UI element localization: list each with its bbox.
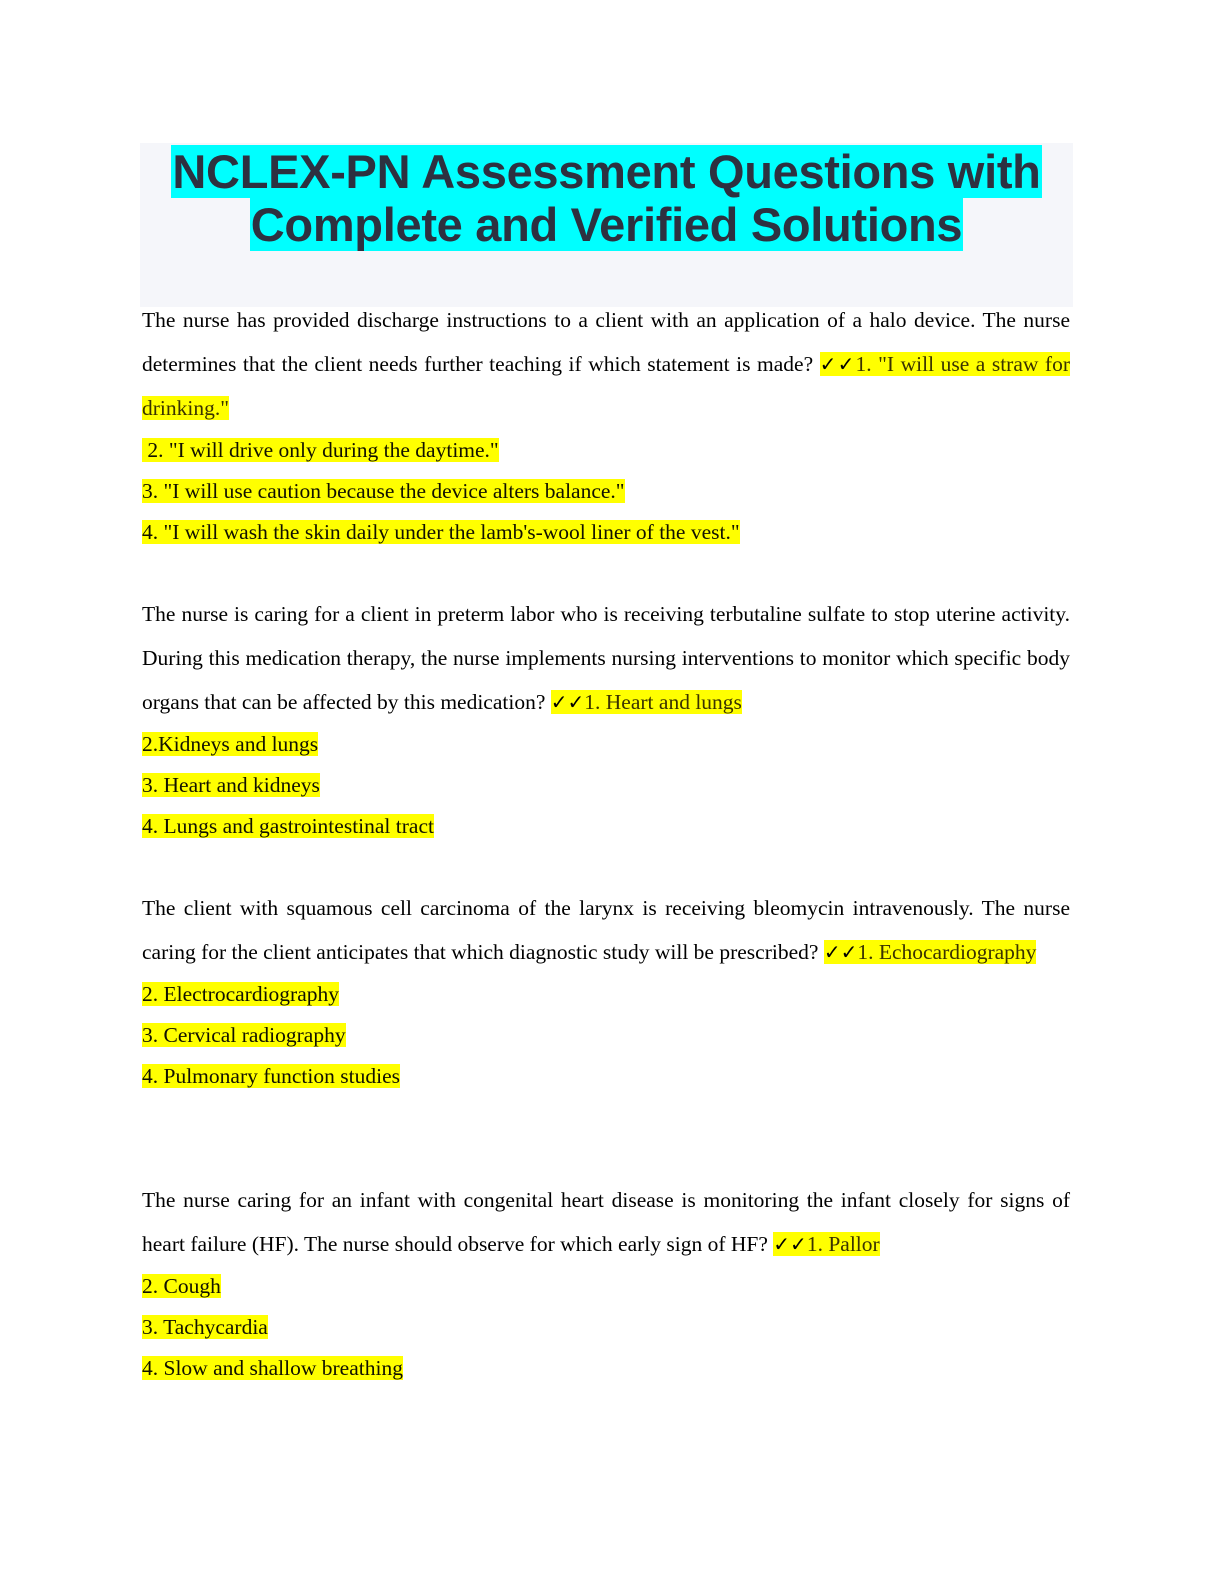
- option-3: 3. Cervical radiography: [142, 1023, 346, 1047]
- question-stem: The nurse is caring for a client in preterm labor who is receiving terbutaline sulfate to stop uterine activity. During this medication therapy, the nurse implements nursing interventions to monitor which specific body organs that can be affected by this medication?: [142, 602, 1070, 714]
- option-2: 2. Cough: [142, 1274, 221, 1298]
- option-2: 2. Electrocardiography: [142, 982, 339, 1006]
- question-stem: The nurse has provided discharge instructions to a client with an application of a halo device. The nurse determines that the client needs further teaching if which statement is made?: [142, 308, 1070, 376]
- question-2: [142, 592, 1070, 847]
- answer-text: 1. "I will use a straw for drinking.": [142, 352, 1070, 420]
- answer-text: 1. Heart and lungs: [584, 690, 742, 714]
- double-check-icon: ✓✓: [550, 690, 585, 714]
- double-check-icon: ✓✓: [773, 1232, 807, 1256]
- question-1: [142, 298, 1070, 553]
- correct-answer: [773, 1232, 879, 1256]
- option-4: 4. Pulmonary function studies: [142, 1064, 400, 1088]
- answer-text: 1. Echocardiography: [857, 940, 1037, 964]
- option-3: 3. "I will use caution because the device alters balance.": [142, 479, 625, 503]
- double-check-icon: ✓✓: [823, 940, 858, 964]
- answer-text: 1. Pallor: [806, 1232, 880, 1256]
- correct-answer: [551, 690, 742, 714]
- option-2: 2.Kidneys and lungs: [142, 732, 319, 756]
- option-3: 3. Tachycardia: [142, 1315, 268, 1339]
- option-3: 3. Heart and kidneys: [142, 773, 320, 797]
- option-4: 4. "I will wash the skin daily under the lamb's-wool liner of the vest.": [142, 520, 740, 544]
- option-2: 2. "I will drive only during the daytime.": [142, 438, 499, 462]
- question-4: [142, 1178, 1070, 1389]
- question-3: [142, 886, 1070, 1097]
- document-title-line-2: Complete and Verified Solutions: [250, 198, 963, 251]
- option-4: 4. Lungs and gastrointestinal tract: [142, 814, 434, 838]
- double-check-icon: ✓✓: [819, 352, 856, 376]
- title-box: [140, 143, 1073, 307]
- correct-answer: [824, 940, 1037, 964]
- document-title-line-1: NCLEX-PN Assessment Questions with: [172, 145, 1041, 198]
- option-4: 4. Slow and shallow breathing: [142, 1356, 403, 1380]
- question-stem: The nurse caring for an infant with congenital heart disease is monitoring the infant closely for signs of heart failure (HF). The nurse should observe for which early sign of HF?: [142, 1188, 1070, 1256]
- question-stem: The client with squamous cell carcinoma of the larynx is receiving bleomycin intravenously. The nurse caring for the client anticipates that which diagnostic study will be prescribed?: [142, 896, 1070, 964]
